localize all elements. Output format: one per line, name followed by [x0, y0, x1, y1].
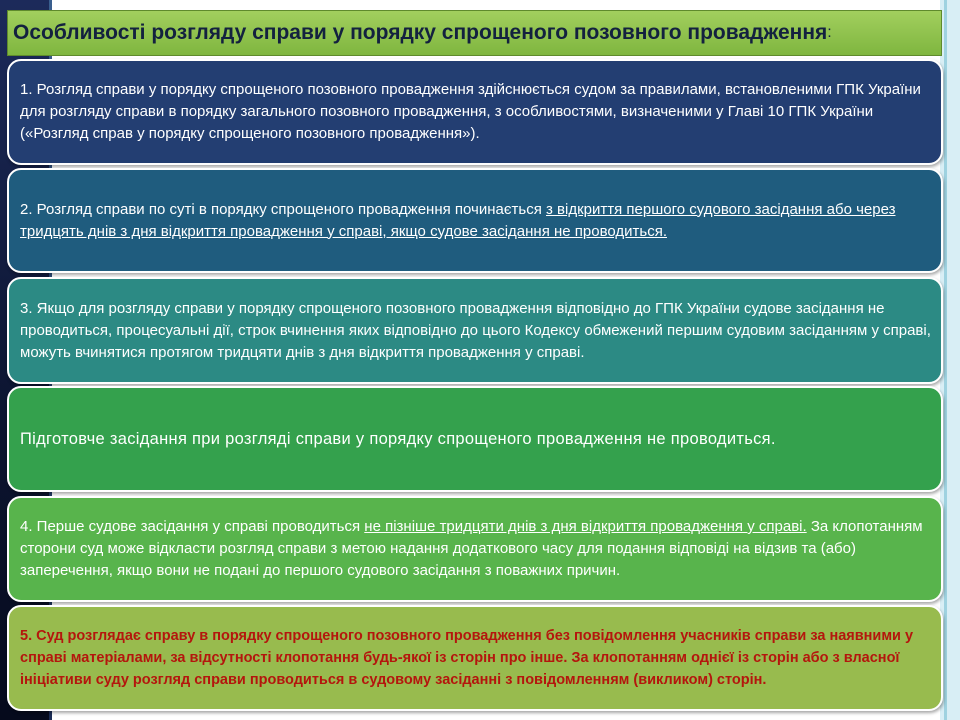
- right-decor-band: [940, 0, 960, 720]
- card-point-4-underlined: не пізніше тридцяти днів з дня відкриття провадження у справі.: [364, 518, 807, 535]
- card-point-3: [7, 277, 943, 384]
- card-point-4-text-end: За клопотанням сторони суд може відкласти розгляд справи з метою надання додаткового часу для подання відповіді на відзив та (або) заперечення, якщо вони не подані до першого судового засідання з поважних причин.: [20, 518, 923, 579]
- card-point-2-underlined: з відкриття першого судового засідання або через тридцять днів з дня відкриття провадження у справі, якщо судове засідання не проводиться.: [20, 200, 896, 240]
- card-point-2-text-start: 2. Розгляд справи по суті в порядку спрощеного провадження починається: [20, 200, 547, 218]
- card-point-3-text: 3. Якщо для розгляду справи у порядку спрощеного позовного провадження відповідно до ГПК України судове засідання не проводиться, процесуальні дії, строк вчинення яких відповідно до цього Кодексу обмежений першим судовим засіданням у справі, можуть вчинятися протягом тридцяти днів з дня відкриття провадження у справі.: [20, 299, 931, 361]
- slide-title-colon: :: [827, 24, 832, 41]
- card-point-4: [7, 496, 943, 602]
- card-point-2: [7, 168, 943, 273]
- right-band-stripe: [944, 0, 947, 720]
- card-preparatory-note-text: Підготовче засідання при розгляді справи у порядку спрощеного провадження не проводиться.: [20, 430, 776, 448]
- card-point-1: [7, 59, 943, 165]
- card-preparatory-note: [7, 386, 943, 492]
- slide-title: Особливості розгляду справи у порядку спрощеного позовного провадження: [13, 21, 828, 44]
- slide-title-box: [7, 10, 942, 56]
- card-point-4-text: [20, 516, 931, 582]
- card-point-4-text-start: 4. Перше судове засідання у справі проводиться: [20, 518, 365, 535]
- card-point-5: [7, 605, 943, 711]
- card-point-1-text: 1. Розгляд справи у порядку спрощеного позовного провадження здійснюється судом за правилами, встановленими ГПК України для розгляду справи в порядку загального позовного провадження, з особливостями, визначеними у Главі 10 ГПК України («Розгляд справ у порядку спрощеного позовного провадження»).: [20, 81, 921, 142]
- card-point-2-text: [20, 199, 931, 243]
- card-point-5-text: 5. Суд розглядає справу в порядку спрощеного позовного провадження без повідомлення учасників справи за наявними у справі матеріалами, за відсутності клопотання будь-якої із сторін про інше. За клопотанням однієї із сторін або з власної ініціативи суду розгляд справи проводиться в судовому засіданні з повідомленням (викликом) сторін.: [20, 628, 914, 688]
